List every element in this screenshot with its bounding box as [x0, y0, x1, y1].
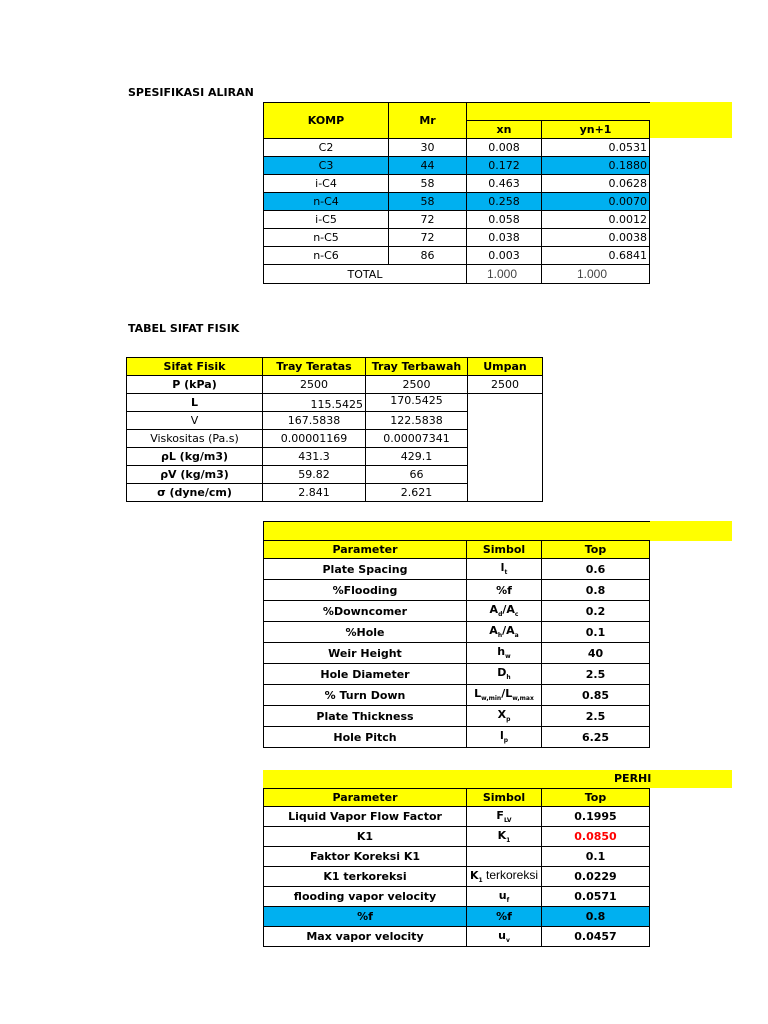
- cell-parameter: %Flooding: [264, 580, 467, 601]
- cell-top: 0.2: [542, 601, 650, 622]
- table-row: [264, 887, 650, 907]
- cell-parameter: Plate Spacing: [264, 559, 467, 580]
- cell-top: 0.0571: [542, 887, 650, 907]
- cell-sifat: Viskositas (Pa.s): [127, 430, 263, 448]
- cell-top: 0.8: [542, 580, 650, 601]
- sifat-title: TABEL SIFAT FISIK: [128, 322, 240, 335]
- cell-komp: C3: [264, 157, 389, 175]
- cell-xn: 0.003: [467, 247, 542, 265]
- cell-parameter: Hole Diameter: [264, 664, 467, 685]
- cell-terbawah: 429.1: [366, 448, 468, 466]
- cell-terbawah: 0.00007341: [366, 430, 468, 448]
- cell-xn: 0.058: [467, 211, 542, 229]
- cell-mr: 72: [389, 229, 467, 247]
- header-umpan: Umpan: [468, 358, 543, 376]
- cell-sifat: L: [127, 394, 263, 412]
- symbol-subscript-2: a: [514, 632, 519, 640]
- cell-terbawah: 2500: [366, 376, 468, 394]
- cell-yn1: 0.0531: [542, 139, 650, 157]
- sifat-table: [126, 357, 543, 502]
- symbol-subscript: d: [498, 611, 503, 619]
- cell-simbol: [467, 580, 542, 601]
- cell-simbol: [467, 847, 542, 867]
- table-row: [264, 211, 650, 229]
- header-terbawah: Tray Terbawah: [366, 358, 468, 376]
- header-simbol: Simbol: [467, 541, 542, 559]
- cell-yn1: 0.6841: [542, 247, 650, 265]
- table-row-highlighted: [264, 157, 650, 175]
- cell-komp: i-C5: [264, 211, 389, 229]
- cell-top: 0.1: [542, 847, 650, 867]
- perh-header-band: [263, 770, 732, 788]
- cell-mr: 58: [389, 193, 467, 211]
- symbol-subscript-2: c: [514, 611, 519, 619]
- total-row: [264, 265, 650, 284]
- table-row: [264, 559, 650, 580]
- cell-simbol: [467, 927, 542, 947]
- cell-parameter: Max vapor velocity: [264, 927, 467, 947]
- cell-sifat: ρV (kg/m3): [127, 466, 263, 484]
- header-yn1: yn+1: [542, 121, 650, 139]
- symbol-subscript: v: [505, 937, 510, 945]
- cell-teratas: 167.5838: [263, 412, 366, 430]
- symbol-subscript: h: [506, 674, 511, 682]
- header-komp: KOMP: [264, 103, 389, 139]
- table-row: [264, 247, 650, 265]
- perh-table: [263, 788, 650, 947]
- table-row: [264, 139, 650, 157]
- symbol-main: D: [497, 666, 507, 680]
- spesifikasi-title: SPESIFIKASI ALIRAN: [128, 86, 254, 99]
- header-top: Top: [542, 541, 650, 559]
- table-row: [264, 706, 650, 727]
- cell-top: 2.5: [542, 664, 650, 685]
- symbol-suffix: terkoreksi: [482, 868, 539, 883]
- cell-xn: 0.038: [467, 229, 542, 247]
- table-row: [264, 580, 650, 601]
- table-row: [264, 685, 650, 706]
- cell-umpan: 2500: [468, 376, 543, 394]
- header-band-cell: [467, 103, 650, 121]
- cell-sifat: σ (dyne/cm): [127, 484, 263, 502]
- cell-top: 0.0457: [542, 927, 650, 947]
- symbol-main: u: [498, 888, 507, 902]
- cell-simbol: [467, 727, 542, 748]
- cell-yn1: 0.0628: [542, 175, 650, 193]
- table-row: [264, 664, 650, 685]
- total-xn: 1.000: [467, 265, 542, 284]
- symbol-subscript: 1: [478, 877, 483, 885]
- symbol-main: K: [469, 869, 479, 883]
- cell-parameter: K1: [264, 827, 467, 847]
- header-mr: Mr: [389, 103, 467, 139]
- cell-mr: 30: [389, 139, 467, 157]
- cell-simbol: [467, 887, 542, 907]
- cell-top: 0.8: [542, 907, 650, 927]
- cell-komp: i-C4: [264, 175, 389, 193]
- cell-top: 6.25: [542, 727, 650, 748]
- cell-top: 0.0229: [542, 867, 650, 887]
- cell-parameter: %Downcomer: [264, 601, 467, 622]
- cell-xn: 0.258: [467, 193, 542, 211]
- cell-simbol: [467, 706, 542, 727]
- symbol-main: F: [496, 808, 504, 822]
- symbol-subscript: LV: [503, 817, 512, 825]
- symbol-main: %f: [496, 583, 512, 597]
- cell-yn1: 0.0038: [542, 229, 650, 247]
- symbol-subscript: 1: [506, 837, 511, 845]
- header-parameter: Parameter: [264, 541, 467, 559]
- cell-teratas: 2.841: [263, 484, 366, 502]
- table-row: [264, 229, 650, 247]
- table-row: [264, 807, 650, 827]
- symbol-main-2: /L: [501, 687, 513, 701]
- cell-simbol: [467, 907, 542, 927]
- table-row: [264, 927, 650, 947]
- symbol-main: A: [489, 603, 499, 617]
- cell-top: 0.1995: [542, 807, 650, 827]
- cell-mr: 44: [389, 157, 467, 175]
- cell-mr: 86: [389, 247, 467, 265]
- symbol-subscript: f: [506, 897, 510, 905]
- table-row: [127, 394, 543, 412]
- table-row-highlighted: [264, 193, 650, 211]
- cell-terbawah: 66: [366, 466, 468, 484]
- spesifikasi-table: [263, 102, 650, 284]
- cell-sifat: V: [127, 412, 263, 430]
- header-sifat: Sifat Fisik: [127, 358, 263, 376]
- table-row: [264, 622, 650, 643]
- symbol-main: L: [474, 687, 482, 701]
- symbol-main-2: /A: [502, 624, 515, 638]
- cell-teratas: 59.82: [263, 466, 366, 484]
- cell-mr: 72: [389, 211, 467, 229]
- cell-teratas: 115.5425: [263, 394, 366, 412]
- symbol-subscript: p: [506, 716, 511, 724]
- cell-parameter: flooding vapor velocity: [264, 887, 467, 907]
- cell-komp: n-C6: [264, 247, 389, 265]
- cell-simbol: [467, 867, 542, 887]
- symbol-main: h: [497, 645, 506, 659]
- cell-xn: 0.008: [467, 139, 542, 157]
- cell-terbawah: 2.621: [366, 484, 468, 502]
- cell-teratas: 2500: [263, 376, 366, 394]
- total-label: TOTAL: [264, 265, 467, 284]
- cell-terbawah: 122.5838: [366, 412, 468, 430]
- cell-teratas: 431.3: [263, 448, 366, 466]
- cell-simbol: [467, 643, 542, 664]
- symbol-main: X: [497, 708, 507, 722]
- symbol-subscript: w,min: [481, 695, 502, 703]
- cell-top: 40: [542, 643, 650, 664]
- cell-parameter: Weir Height: [264, 643, 467, 664]
- cell-simbol: [467, 559, 542, 580]
- symbol-main-2: /A: [502, 603, 515, 617]
- symbol-main: u: [498, 928, 506, 942]
- header-xn: xn: [467, 121, 542, 139]
- cell-top: 2.5: [542, 706, 650, 727]
- table-row: [264, 643, 650, 664]
- cell-umpan-empty: [468, 394, 543, 502]
- cell-parameter: %Hole: [264, 622, 467, 643]
- cell-komp: n-C4: [264, 193, 389, 211]
- cell-teratas: 0.00001169: [263, 430, 366, 448]
- cell-yn1: 0.0012: [542, 211, 650, 229]
- header-top: Top: [542, 789, 650, 807]
- cell-komp: C2: [264, 139, 389, 157]
- cell-yn1: 0.0070: [542, 193, 650, 211]
- symbol-main: %f: [496, 910, 512, 923]
- cell-simbol: [467, 685, 542, 706]
- table-row: [127, 376, 543, 394]
- param-band-cell: [264, 522, 650, 541]
- table-row: [264, 175, 650, 193]
- header-parameter: Parameter: [264, 789, 467, 807]
- cell-simbol: [467, 827, 542, 847]
- symbol-main: l: [499, 729, 504, 743]
- symbol-main: K: [497, 828, 507, 842]
- cell-top: 0.6: [542, 559, 650, 580]
- symbol-subscript-2: w,max: [512, 695, 534, 703]
- table-row: [264, 867, 650, 887]
- cell-parameter: Hole Pitch: [264, 727, 467, 748]
- symbol-subscript: t: [504, 569, 508, 577]
- cell-xn: 0.463: [467, 175, 542, 193]
- cell-parameter: K1 terkoreksi: [264, 867, 467, 887]
- total-yn1: 1.000: [542, 265, 650, 284]
- cell-simbol: [467, 807, 542, 827]
- cell-simbol: [467, 601, 542, 622]
- cell-top: 0.1: [542, 622, 650, 643]
- cell-simbol: [467, 664, 542, 685]
- cell-terbawah: 170.5425: [366, 394, 468, 412]
- symbol-subscript: p: [503, 737, 509, 745]
- cell-parameter: Plate Thickness: [264, 706, 467, 727]
- table-row: [264, 827, 650, 847]
- cell-sifat: ρL (kg/m3): [127, 448, 263, 466]
- cell-xn: 0.172: [467, 157, 542, 175]
- symbol-main: l: [500, 561, 505, 575]
- perh-band-label: PERHI: [614, 772, 652, 785]
- cell-top: 0.85: [542, 685, 650, 706]
- cell-yn1: 0.1880: [542, 157, 650, 175]
- symbol-main: A: [489, 624, 498, 638]
- symbol-subscript: h: [497, 632, 503, 640]
- cell-parameter: % Turn Down: [264, 685, 467, 706]
- cell-komp: n-C5: [264, 229, 389, 247]
- table-row: [264, 847, 650, 867]
- cell-parameter: Faktor Koreksi K1: [264, 847, 467, 867]
- header-teratas: Tray Teratas: [263, 358, 366, 376]
- cell-parameter: %f: [264, 907, 467, 927]
- cell-sifat: P (kPa): [127, 376, 263, 394]
- cell-parameter: Liquid Vapor Flow Factor: [264, 807, 467, 827]
- cell-mr: 58: [389, 175, 467, 193]
- symbol-subscript: w: [505, 653, 511, 661]
- header-simbol: Simbol: [467, 789, 542, 807]
- cell-simbol: [467, 622, 542, 643]
- cell-top: 0.0850: [542, 827, 650, 847]
- param-table: [263, 521, 650, 748]
- table-row: [264, 601, 650, 622]
- table-row: [264, 727, 650, 748]
- table-row-highlighted: [264, 907, 650, 927]
